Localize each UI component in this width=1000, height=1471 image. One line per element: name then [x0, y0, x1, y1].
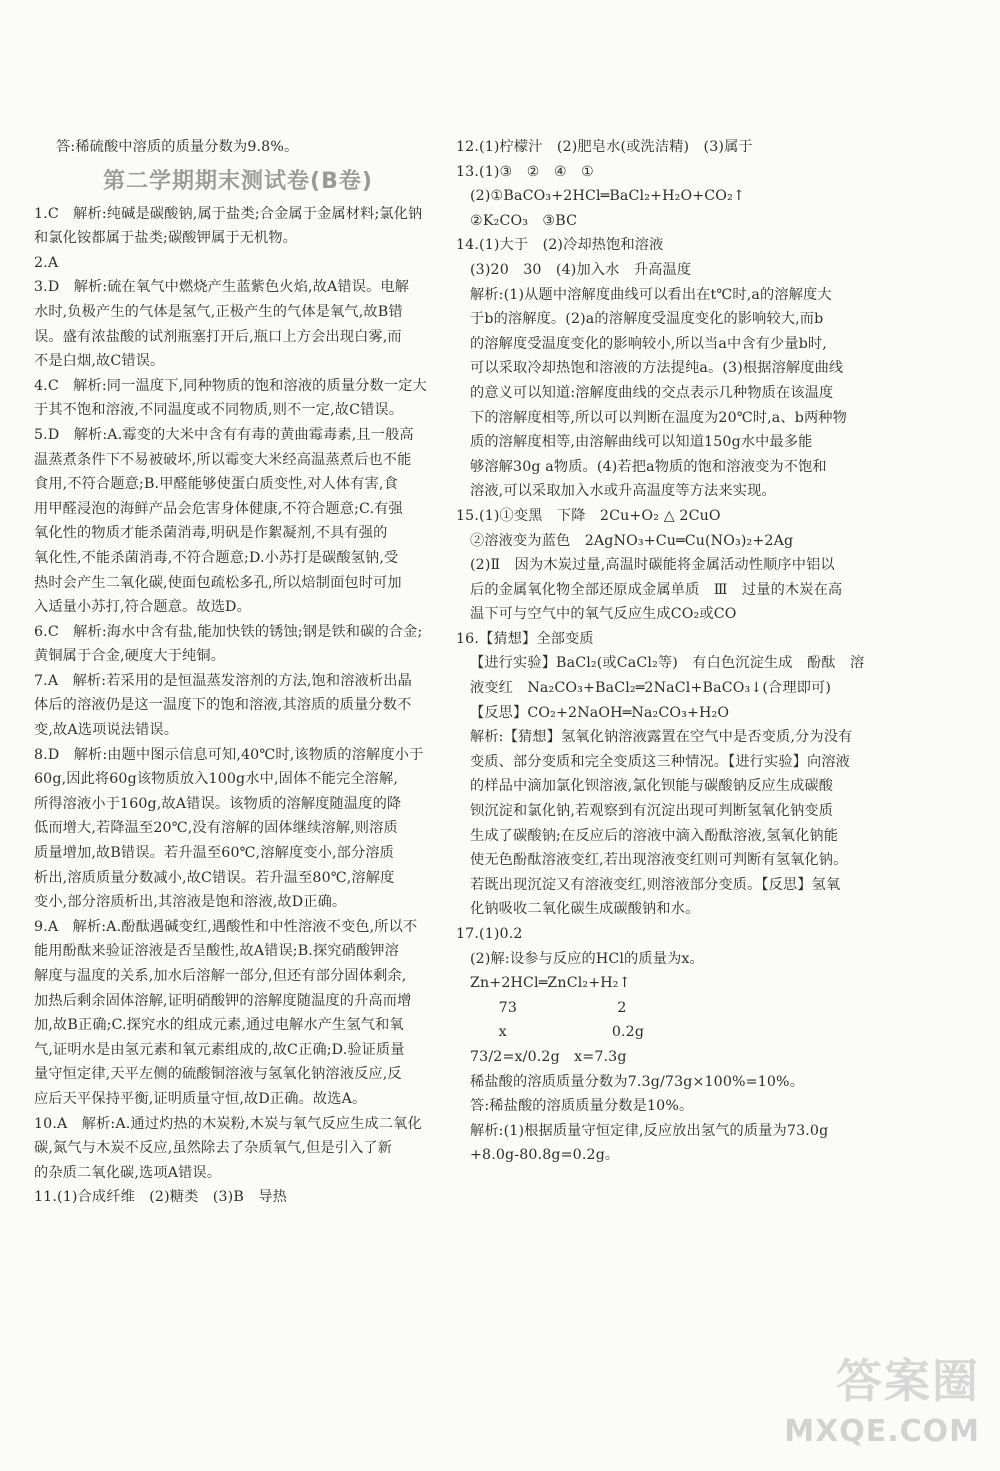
answer-line: 加,故B正确;C.探究水的组成元素,通过电解水产生氢气和氧 [34, 1017, 404, 1034]
answer-line: 能用酚酞来验证溶液是否呈酸性,故A错误;B.探究硝酸钾溶 [34, 943, 399, 960]
answer-line: 不是白烟,故C错误。 [34, 353, 165, 370]
right-answer-lines [456, 135, 968, 1168]
answer-line: 8.D 解析:由题中图示信息可知,40℃时,该物质的溶解度小于 [34, 746, 424, 763]
conclusion-line: 答:稀硫酸中溶质的质量分数为9.8%。 [56, 139, 299, 155]
answer-line: Zn+2HCl═ZnCl₂+H₂↑ [470, 975, 631, 992]
answer-line: 9.A 解析:A.酚酞遇碱变红,遇酸性和中性溶液不变色,所以不 [34, 918, 418, 935]
answer-line: 氧化性的物质才能杀菌消毒,明矾是作絮凝剂,不具有强的 [34, 525, 388, 542]
answer-line: 13.(1)③ ② ④ ① [456, 163, 595, 180]
answer-line: 体后的溶液仍是这一温度下的饱和溶液,其溶质的质量分数不 [34, 697, 412, 714]
answer-line: 化钠吸收二氧化碳生成碳酸钠和水。 [470, 901, 700, 918]
answer-line: 4.C 解析:同一温度下,同种物质的饱和溶液的质量分数一定大 [34, 377, 427, 394]
answer-line: 生成了碳酸钠;在反应后的溶液中滴入酚酞溶液,氢氧化钠能 [470, 827, 839, 844]
answer-line: 的样品中滴加氯化钡溶液,氯化钡能与碳酸钠反应生成碳酸 [470, 778, 834, 795]
answer-line: 钡沉淀和氯化钠,若观察到有沉淀出现可判断氢氧化钠变质 [470, 803, 834, 820]
answer-line: ②溶液变为蓝色 2AgNO₃+Cu═Cu(NO₃)₂+2Ag [470, 532, 794, 549]
answer-line: 解析:(1)从题中溶解度曲线可以看出在t℃时,a的溶解度大 [470, 286, 832, 303]
answer-line: 11.(1)合成纤维 (2)糖类 (3)B 导热 [34, 1189, 287, 1206]
answer-line: 6.C 解析:海水中含有盐,能加快铁的锈蚀;钢是铁和碳的合金; [34, 623, 423, 640]
answer-line: 73 2 [470, 999, 627, 1016]
answer-line: 【进行实验】BaCl₂(或CaCl₂等) 有白色沉淀生成 酚酞 溶 [470, 655, 865, 672]
answer-line: 碳,氮气与木炭不反应,虽然除去了杂质氧气,但是引入了新 [34, 1140, 393, 1157]
answer-line: 液变红 Na₂CO₃+BaCl₂═2NaCl+BaCO₃↓(合理即可) [470, 680, 832, 697]
answer-line: 16.【猜想】全部变质 [456, 630, 594, 647]
answer-line: 温下可与空气中的氧气反应生成CO₂或CO [470, 606, 737, 623]
answer-line: 1.C 解析:纯碱是碳酸钠,属于盐类;合金属于金属材料;氯化钠 [34, 205, 423, 222]
answer-line: 质的溶解度相等,由溶解曲线可以知道150g水中最多能 [470, 434, 813, 451]
answer-line: 质量增加,故B错误。若升温至60℃,溶解度变小,部分溶质 [34, 845, 395, 862]
answer-line: 12.(1)柠檬汁 (2)肥皂水(或洗洁精) (3)属于 [456, 139, 753, 155]
answer-line: 3.D 解析:硫在氧气中燃烧产生蓝紫色火焰,故A错误。电解 [34, 279, 410, 296]
answer-line: 于其不饱和溶液,不同温度或不同物质,则不一定,故C错误。 [34, 402, 404, 419]
answer-line: (2)Ⅱ 因为木炭过量,高温时碳能将金属活动性顺序中铝以 [470, 557, 835, 574]
answer-line: 气,证明水是由氢元素和氧元素组成的,故C正确;D.验证质量 [34, 1041, 405, 1058]
answer-line: 17.(1)0.2 [456, 926, 523, 942]
right-column [456, 135, 968, 1168]
answer-line: 变,故A选项说法错误。 [34, 722, 179, 739]
answer-line: 15.(1)①变黑 下降 2Cu+O₂ △ 2CuO [456, 507, 721, 524]
answer-line: 后的金属氧化物全部还原成金属单质 Ⅲ 过量的木炭在高 [470, 581, 843, 598]
answer-line: 析出,溶质质量分数减小,故C错误。若升温至80℃,溶解度 [34, 869, 395, 886]
left-column [34, 135, 442, 1210]
answer-line: x 0.2g [470, 1024, 645, 1041]
answer-line: 解析:(1)根据质量守恒定律,反应放出氢气的质量为73.0g [470, 1122, 829, 1139]
section-title: 第二学期期末测试卷(B卷) [103, 168, 373, 194]
answer-line: (2)解:设参与反应的HCl的质量为x。 [470, 950, 704, 967]
answer-line: 黄铜属于合金,硬度大于纯铜。 [34, 648, 226, 665]
watermark-logo [775, 1352, 980, 1457]
answer-line: (2)①BaCO₃+2HCl═BaCl₂+H₂O+CO₂↑ [470, 188, 745, 205]
answer-line: 60g,因此将60g该物质放入100g水中,固体不能完全溶解, [34, 771, 398, 788]
answer-line: 【反思】CO₂+2NaOH═Na₂CO₃+H₂O [470, 704, 730, 721]
answer-line: 溶液,可以采取加入水或升高温度等方法来实现。 [470, 483, 776, 500]
answer-line: 答:稀盐酸的溶质质量分数是10%。 [470, 1098, 694, 1115]
watermark-url: MXQE.COM [784, 1414, 980, 1449]
answer-line: 入适量小苏打,符合题意。故选D。 [34, 599, 251, 616]
answer-line: +8.0g-80.8g=0.2g。 [470, 1147, 620, 1164]
answer-line: 可以采取冷却热饱和溶液的方法提纯a。(3)根据溶解度曲线 [470, 360, 844, 377]
answer-line: 使无色酚酞溶液变红,若出现溶液变红则可判断有氢氧化钠。 [470, 852, 848, 869]
answer-line: 水时,负极产生的气体是氢气,正极产生的气体是氧气,故B错 [34, 303, 403, 320]
answer-line: 下的溶解度相等,所以可以判断在温度为20℃时,a、b两种物 [470, 409, 847, 426]
answer-line: 解度与温度的关系,加水后溶解一部分,但还有部分固体剩余, [34, 968, 407, 984]
answer-line: 变小,部分溶质析出,其溶液是饱和溶液,故D正确。 [34, 894, 347, 911]
answer-line: 的意义可以知道:溶解度曲线的交点表示几种物质在该温度 [470, 384, 834, 401]
answer-line: 低而增大,若降温至20℃,没有溶解的固体继续溶解,则溶质 [34, 820, 398, 837]
answer-line: 2.A [34, 254, 59, 271]
answer-line: 量守恒定律,天平左侧的硫酸铜溶液与氢氧化钠溶液反应,反 [34, 1066, 402, 1083]
answer-line: 够溶解30g a物质。(4)若把a物质的饱和溶液变为不饱和 [470, 458, 827, 475]
answer-line: 用甲醛浸泡的海鲜产品会危害身体健康,不符合题意;C.有强 [34, 500, 403, 517]
answer-line: 14.(1)大于 (2)冷却热饱和溶液 [456, 237, 664, 254]
answer-line: 若既出现沉淀又有溶液变红,则溶液部分变质。【反思】氢氧 [470, 876, 841, 893]
answer-line: 73/2=x/0.2g x=7.3g [470, 1048, 627, 1065]
answer-line: 稀盐酸的溶质质量分数为7.3g/73g×100%=10%。 [470, 1073, 805, 1090]
answer-line: (3)20 30 (4)加入水 升高温度 [470, 261, 692, 278]
answer-line: 5.D 解析:A.霉变的大米中含有有毒的黄曲霉毒素,且一般高 [34, 426, 414, 443]
answer-line: 变质、部分变质和完全变质这三种情况。【进行实验】向溶液 [470, 753, 851, 770]
left-answer-lines [34, 202, 442, 1210]
answer-line: 10.A 解析:A.通过灼热的木炭粉,木炭与氧气反应生成二氧化 [34, 1115, 422, 1132]
answer-line: 和氯化铵都属于盐类;碳酸钾属于无机物。 [34, 230, 298, 247]
answer-line: 的溶解度受温度变化的影响较小,所以当a中含有少量b时, [470, 335, 827, 352]
answer-line: 解析:【猜想】氢氧化钠溶液露置在空气中是否变质,分为没有 [470, 729, 853, 746]
answer-line: 7.A 解析:若采用的是恒温蒸发溶剂的方法,饱和溶液析出晶 [34, 672, 412, 689]
answer-line: 误。盛有浓盐酸的试剂瓶塞打开后,瓶口上方会出现白雾,而 [34, 328, 402, 345]
answer-line: 热时会产生二氧化碳,使面包疏松多孔,所以焙制面包时可加 [34, 574, 402, 591]
answer-line: 所得溶液小于160g,故A错误。该物质的溶解度随温度的降 [34, 795, 402, 812]
answer-line: 温蒸煮条件下不易被破坏,所以霉变大米经高温蒸煮后也不能 [34, 451, 412, 468]
answer-line: 食用,不符合题意;B.甲醛能够使蛋白质变性,对人体有害,食 [34, 476, 398, 493]
answer-line: 的杂质二氧化碳,选项A错误。 [34, 1164, 222, 1181]
watermark-text: 答案圈 [836, 1354, 980, 1408]
answer-line: ②K₂CO₃ ③BC [470, 212, 578, 229]
answer-line: 应后天平保持平衡,证明质量守恒,故D正确。故选A。 [34, 1090, 367, 1107]
answer-line: 氧化性,不能杀菌消毒,不符合题意;D.小苏打是碳酸氢钠,受 [34, 549, 399, 566]
answer-line: 加热后剩余固体溶解,证明硝酸钾的溶解度随温度的升高而增 [34, 992, 412, 1009]
answer-line: 于b的溶解度。(2)a的溶解度受温度变化的影响较大,而b [470, 311, 824, 328]
